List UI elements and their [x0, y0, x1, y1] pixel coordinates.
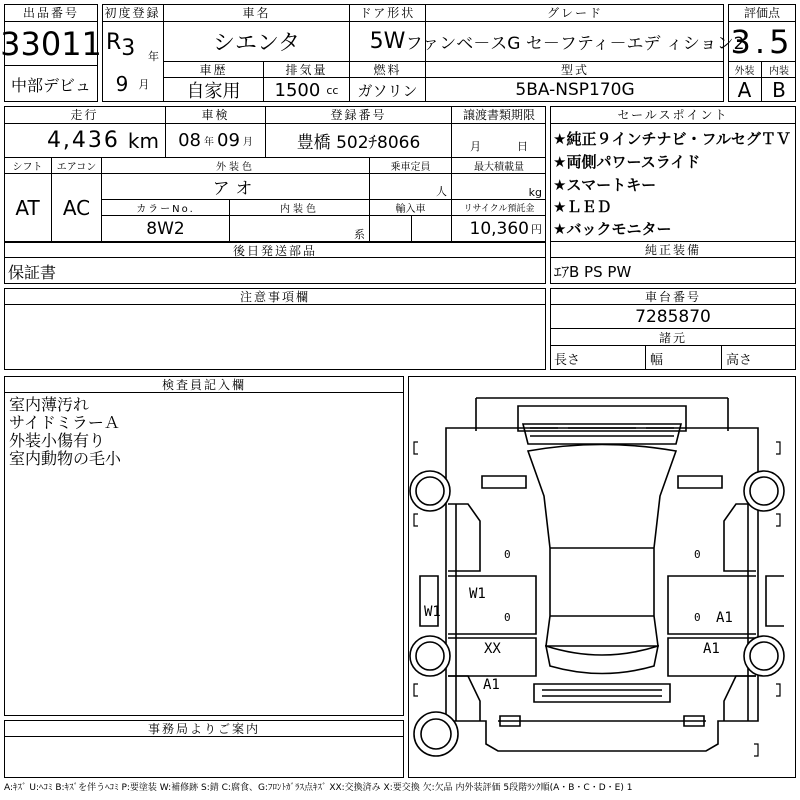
- transfer-cell: [452, 124, 546, 158]
- sales-point-1: ★純正９インチナビ・フルセグＴＶ: [553, 130, 791, 148]
- zero-mark-1: 0: [504, 548, 511, 561]
- bracket-l-2: [414, 514, 418, 526]
- car-name-label: 車名: [164, 4, 350, 22]
- inspector-line-1: 室内薄汚れ: [9, 395, 90, 414]
- recycle-value: 10,360: [469, 219, 529, 239]
- inspection-label: 車検: [166, 106, 266, 124]
- score-label: 評価点: [728, 4, 796, 22]
- headlight-left: [482, 476, 526, 488]
- later-parts-label: 後日発送部品: [4, 242, 546, 258]
- first-reg-year-unit: 年: [148, 50, 159, 63]
- ext-color-label: 外装色: [102, 158, 370, 174]
- zero-mark-4: 0: [694, 611, 701, 624]
- mileage-value: 4,436: [46, 128, 120, 153]
- history-label: 車歴: [164, 62, 264, 78]
- plate-label: 登録番号: [266, 106, 452, 124]
- sales-point-3: ★スマートキー: [553, 176, 657, 194]
- first-reg-month: 9: [115, 72, 129, 96]
- notes-label: 注意事項欄: [4, 288, 546, 305]
- rear-bumper-inner: [542, 690, 662, 696]
- first-reg-month-cell: [102, 66, 164, 102]
- ext-label: 外装: [728, 62, 762, 78]
- transfer-label: 譲渡書類期限: [452, 106, 546, 124]
- inspector-line-2: サイドミラーＡ: [9, 413, 120, 432]
- color-no-label: カラーNo.: [102, 200, 230, 216]
- import-value-a: [370, 216, 412, 242]
- transfer-day-unit: 日: [517, 140, 528, 153]
- inspection-cell: [166, 124, 266, 158]
- int-color-unit: 系: [230, 216, 370, 242]
- right-front-fender: [724, 504, 756, 571]
- mark-w1-center: W1: [469, 586, 486, 602]
- plate-value: 豊橋 502ﾁ8066: [266, 124, 452, 158]
- sales-points-label: セールスポイント: [550, 106, 796, 124]
- load-unit: kg: [452, 174, 546, 200]
- inspection-month-unit: 月: [242, 137, 253, 148]
- recycle-cell: [452, 216, 546, 242]
- auction-no-value: 33011: [4, 22, 98, 66]
- headlight-right: [678, 476, 722, 488]
- recycle-unit: 円: [531, 223, 542, 236]
- mark-w1-left: W1: [424, 604, 441, 620]
- model-label: 型式: [426, 62, 724, 78]
- inspection-year-unit: 年: [204, 137, 214, 148]
- rear-bumper: [534, 684, 670, 702]
- front-roof-line: [476, 398, 728, 431]
- displacement-value: 1500: [274, 79, 321, 101]
- recycle-label: リサイクル預託金: [452, 200, 546, 216]
- debut-text: 中部デビュ: [10, 75, 91, 95]
- inspection-year: 08: [178, 130, 201, 151]
- aircon-value: AC: [52, 174, 102, 242]
- first-reg-year: 3: [121, 36, 136, 61]
- mark-xx-left: XX: [484, 641, 501, 657]
- zero-mark-2: 0: [504, 611, 511, 624]
- equipment-label: 純正装備: [550, 241, 796, 258]
- mileage-unit: km: [127, 128, 159, 153]
- right-front-door: [668, 576, 756, 634]
- tyre-rear-right-inner: [750, 642, 778, 670]
- right-rear-fender: [724, 676, 756, 721]
- sales-point-2: ★両側パワースライド: [553, 153, 701, 171]
- dimensions-label: 諸元: [550, 329, 796, 346]
- bracket-r-2: [776, 514, 780, 526]
- car-diagram: [408, 376, 796, 778]
- office-label: 事務局よりご案内: [4, 720, 404, 737]
- shift-label: シフト: [4, 158, 52, 174]
- equipment-value: ｴｱB PS PW: [554, 262, 632, 281]
- tyre-rear-left-inner: [416, 642, 444, 670]
- bracket-r-3: [776, 684, 780, 696]
- first-reg-era: R: [106, 30, 122, 55]
- history-value: 自家用: [164, 78, 264, 102]
- length-label: 長さ: [550, 346, 646, 370]
- inspector-label: 検査員記入欄: [4, 376, 404, 393]
- fuel-label: 燃料: [350, 62, 426, 78]
- aircon-label: エアコン: [52, 158, 102, 174]
- car-name-value: シエンタ: [164, 22, 350, 62]
- capacity-unit: 人: [370, 174, 452, 200]
- first-reg-label: 初度登録: [102, 4, 164, 22]
- inspection-month: 09: [217, 130, 240, 151]
- displacement-label: 排気量: [264, 62, 350, 78]
- inspector-line-4: 室内動物の毛小: [9, 449, 122, 468]
- bracket-l-3: [414, 684, 418, 696]
- rear-window: [546, 646, 658, 674]
- left-front-fender: [448, 504, 480, 571]
- sales-point-4: ★ＬＥＤ: [553, 198, 612, 216]
- inspector-line-3: 外装小傷有り: [9, 431, 106, 450]
- grade-label: グレード: [426, 4, 724, 22]
- mark-a1-right: A1: [703, 641, 720, 657]
- width-label: 幅: [646, 346, 722, 370]
- bracket-r-1: [776, 442, 780, 454]
- import-label: 輸入車: [370, 200, 452, 216]
- chassis-value: 7285870: [550, 305, 796, 329]
- tyre-front-right-inner: [750, 477, 778, 505]
- int-label: 内装: [762, 62, 796, 78]
- load-label: 最大積載量: [452, 158, 546, 174]
- mileage-cell: [4, 124, 166, 158]
- transfer-month-unit: 月: [470, 140, 481, 153]
- sales-point-5: ★バックモニター: [553, 220, 672, 238]
- door-value: 5W: [350, 22, 426, 62]
- mark-a1-left: A1: [483, 677, 500, 693]
- auction-no-label: 出品番号: [4, 4, 98, 22]
- door-label: ドア形状: [350, 4, 426, 22]
- first-reg-month-unit: 月: [138, 78, 150, 91]
- tyre-front-left-inner: [416, 477, 444, 505]
- color-no-value: 8W2: [102, 216, 230, 242]
- import-value-b: [412, 216, 452, 242]
- mirror-right: [766, 576, 784, 626]
- spare-tyre-inner: [421, 719, 451, 749]
- first-reg-value: [102, 22, 164, 66]
- model-value: 5BA-NSP170G: [515, 80, 635, 100]
- int-color-label: 内装色: [230, 200, 370, 216]
- mileage-label: 走行: [4, 106, 166, 124]
- windshield: [523, 424, 681, 444]
- height-label: 高さ: [726, 352, 753, 368]
- zero-mark-3: 0: [694, 548, 701, 561]
- mark-a1-right-door: A1: [716, 610, 733, 626]
- int-score: B: [772, 78, 786, 102]
- ext-color-value: アオ: [102, 174, 370, 200]
- ext-score: A: [728, 78, 762, 102]
- bracket-r-4: [754, 744, 758, 756]
- chassis-label: 車台番号: [550, 288, 796, 305]
- capacity-label: 乗車定員: [370, 158, 452, 174]
- fuel-value: ガソリン: [350, 78, 426, 102]
- left-front-door: [448, 576, 536, 634]
- later-parts-value: 保証書: [8, 262, 57, 282]
- left-rear-fender: [448, 676, 480, 721]
- grade-value: ファンベ－スG セ－フティ－エデ ィション2: [426, 22, 724, 62]
- displacement-unit: cc: [326, 83, 339, 97]
- legend-text: A:ｷｽﾞ U:ﾍｺﾐ B:ｷｽﾞを伴うﾍｺﾐ P:要塗装 W:補修跡 S:錆 C:腐食、G:ﾌﾛﾝﾄｶﾞﾗｽ点ｷｽﾞ XX:交換済み X:要交換 欠:欠品 内外装評価 5段階ﾗﾝｸ順(A・B・C・D・E) 1: [4, 783, 633, 793]
- bracket-l-1: [414, 442, 418, 454]
- shift-value: AT: [4, 174, 52, 242]
- displacement-cell: [264, 78, 350, 102]
- front-wiper-1: [530, 428, 674, 436]
- score-value: 3.5: [728, 22, 796, 62]
